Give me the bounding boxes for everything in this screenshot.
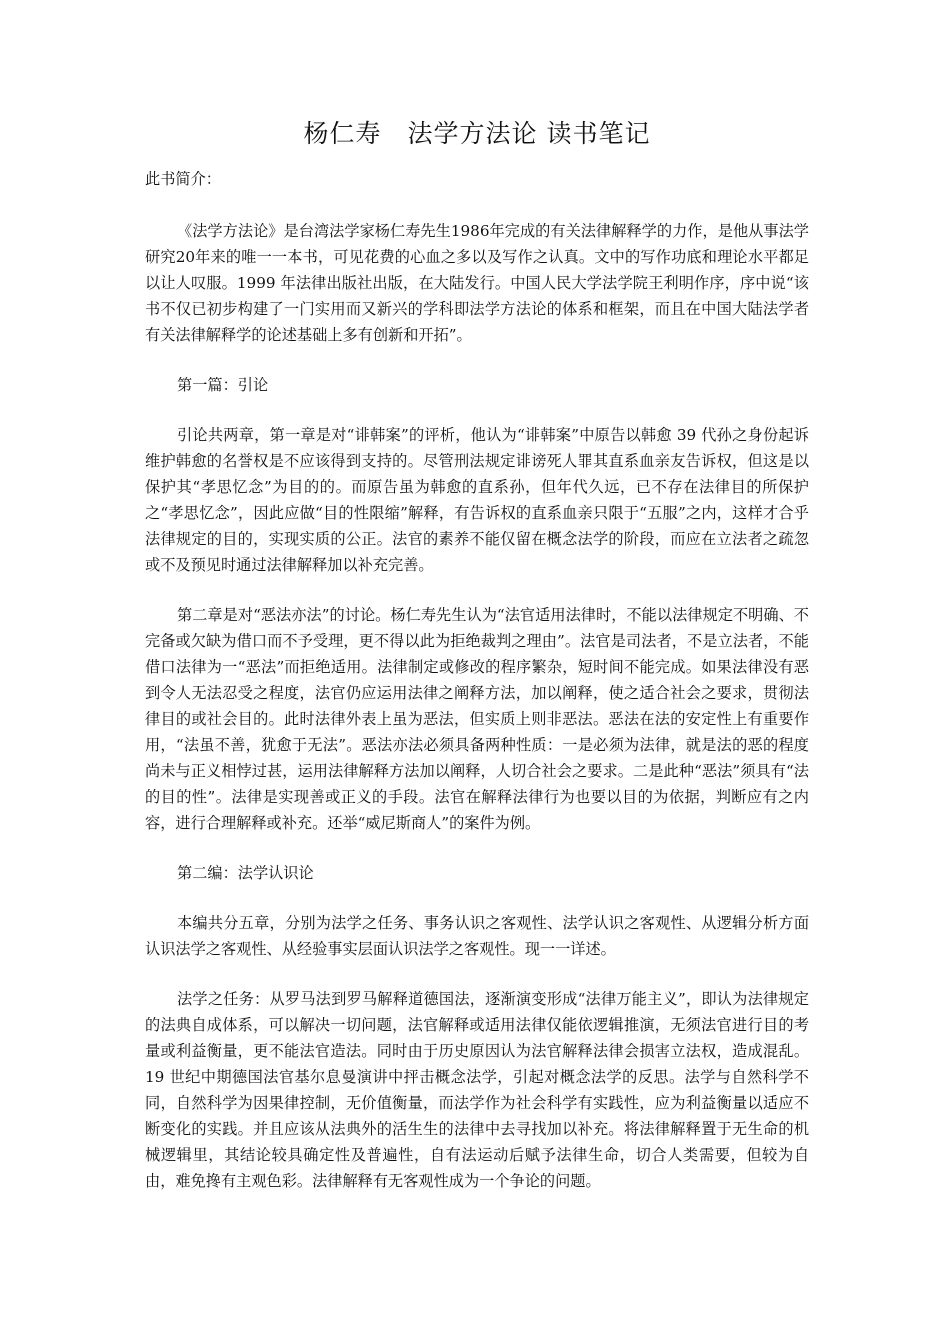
paragraph-chapter-two: 第二章是对“恶法亦法”的讨论。杨仁寿先生认为“法官适用法律时，不能以法律规定不明确、不完备或欠缺为借口而不予受理，更不得以此为拒绝裁判之理由”。法官是司法者，不是立法者，不能借口法律为一“恶法”而拒绝适用。法律制定或修改的程序繁杂，短时间不能完成。如果法律没有恶到令人无法忍受之程度，法官仍应运用法律之阐释方法，加以阐释，使之适合社会之要求，贯彻法律目的或社会目的。此时法律外表上虽为恶法，但实质上则非恶法。恶法在法的安定性上有重要作用，“法虽不善，犹愈于无法”。恶法亦法必须具备两种性质：一是必须为法律，就是法的恶的程度尚未与正义相悖过甚，运用法律解释方法加以阐释，人切合社会之要求。二是此种“恶法”须具有“法的目的性”。法律是实现善或正义的手段。法官在解释法律行为也要以目的为依据，判断应有之内容，进行合理解释或补充。还举“威尼斯商人”的案件为例。 bbox=[145, 606, 809, 832]
document-page bbox=[145, 112, 809, 1218]
section-heading-part-one: 第一篇：引论 bbox=[177, 376, 269, 394]
section-heading-part-two: 第二编：法学认识论 bbox=[177, 864, 314, 882]
document-title: 杨仁寿 法学方法论 读书笔记 bbox=[303, 119, 651, 148]
paragraph-chapter-one: 引论共两章，第一章是对“诽韩案”的评析，他认为“诽韩案”中原告以韩愈 39 代孙之身份起诉维护韩愈的名誉权是不应该得到支持的。尽管刑法规定诽谤死人罪其直系血亲友告诉权，但这是以保护其“孝思忆念”为目的的。而原告虽为韩愈的直系孙，但年代久远，已不存在法律目的所保护之“孝思忆念”，因此应做“目的性限缩”解释，有告诉权的直系血亲只限于“五服”之内，这样才合乎法律规定的目的，实现实质的公正。法官的素养不能仅留在概念法学的阶段，而应在立法者之疏忽或不及预见时通过法律解释加以补充完善。 bbox=[145, 426, 809, 574]
paragraph-part-two-overview: 本编共分五章，分别为法学之任务、事务认识之客观性、法学认识之客观性、从逻辑分析方面认识法学之客观性、从经验事实层面认识法学之客观性。现一一详述。 bbox=[145, 914, 809, 958]
paragraph-task-of-jurisprudence: 法学之任务：从罗马法到罗马解释道德国法，逐渐演变形成“法律万能主义”，即认为法律规定的法典自成体系，可以解决一切问题，法官解释或适用法律仅能依逻辑推演，无须法官进行目的考量或利益衡量，更不能法官造法。同时由于历史原因认为法官解释法律会损害立法权，造成混乱。19 世纪中期德国法官基尔息曼演讲中抨击概念法学，引起对概念法学的反思。法学与自然科学不同，自然科学为因果律控制，无价值衡量，而法学作为社会科学有实践性，应为利益衡量以适应不断变化的实践。并且应该从法典外的活生生的法律中去寻找加以补充。将法律解释置于无生命的机械逻辑里，其结论较具确定性及普遍性，自有法运动后赋予法律生命，切合人类需要，但较为自由，难免搀有主观色彩。法律解释有无客观性成为一个争论的问题。 bbox=[145, 990, 809, 1190]
intro-label: 此书简介： bbox=[145, 170, 221, 188]
paragraph-book-intro: 《法学方法论》是台湾法学家杨仁寿先生1986年完成的有关法律解释学的力作，是他从事法学研究20年来的唯一一本书，可见花费的心血之多以及写作之认真。文中的写作功底和理论水平都足以让人叹服。1999 年法律出版社出版，在大陆发行。中国人民大学法学院王利明作序，序中说“该书不仅已初步构建了一门实用而又新兴的学科即法学方法论的体系和框架，而且在中国大陆法学者有关法律解释学的论述基础上多有创新和开拓”。 bbox=[145, 222, 809, 344]
